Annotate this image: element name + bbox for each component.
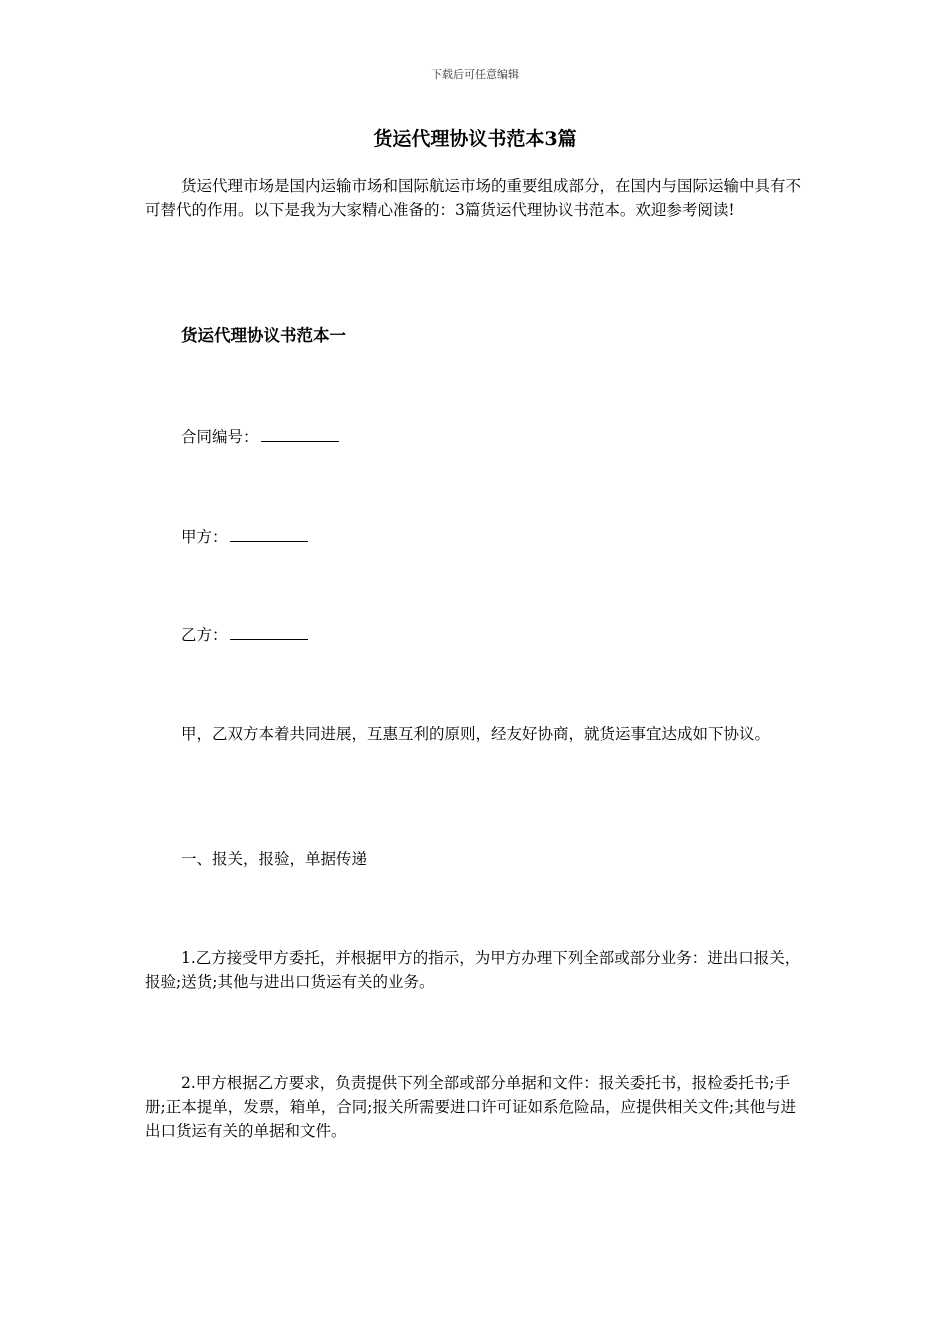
contract-number-field xyxy=(181,425,339,449)
clause-one-heading: 一、报关，报验，单据传递 xyxy=(181,850,368,868)
party-b-field xyxy=(181,623,308,647)
agreement-intro-paragraph: 甲，乙双方本着共同进展，互惠互利的原则，经友好协商，就货运事宜达成如下协议。 xyxy=(181,725,771,743)
section-one-title: 货运代理协议书范本一 xyxy=(181,326,346,345)
contract-number-blank xyxy=(261,427,339,442)
clause-2-paragraph: 2.甲方根据乙方要求，负责提供下列全部或部分单据和文件：报关委托书，报检委托书;手册;正本提单，发票，箱单，合同;报关所需要进口许可证如系危险品，应提供相关文件;其他与进出口货运有关的单据和文件。 xyxy=(145,1074,797,1140)
clause-1-paragraph: 1.乙方接受甲方委托，并根据甲方的指示，为甲方办理下列全部或部分业务：进出口报关，报验;送货;其他与进出口货运有关的业务。 xyxy=(145,949,801,991)
contract-number-label: 合同编号： xyxy=(181,428,259,446)
intro-paragraph: 货运代理市场是国内运输市场和国际航运市场的重要组成部分，在国内与国际运输中具有不可替代的作用。以下是我为大家精心准备的：3篇货运代理协议书范本。欢迎参考阅读! xyxy=(145,177,802,219)
document-title: 货运代理协议书范本3篇 xyxy=(373,128,577,150)
party-a-field xyxy=(181,525,308,549)
party-b-label: 乙方： xyxy=(181,626,228,644)
party-a-label: 甲方： xyxy=(181,528,228,546)
party-a-blank xyxy=(230,527,308,542)
header-note: 下载后可任意编辑 xyxy=(431,68,519,81)
party-b-blank xyxy=(230,625,308,640)
